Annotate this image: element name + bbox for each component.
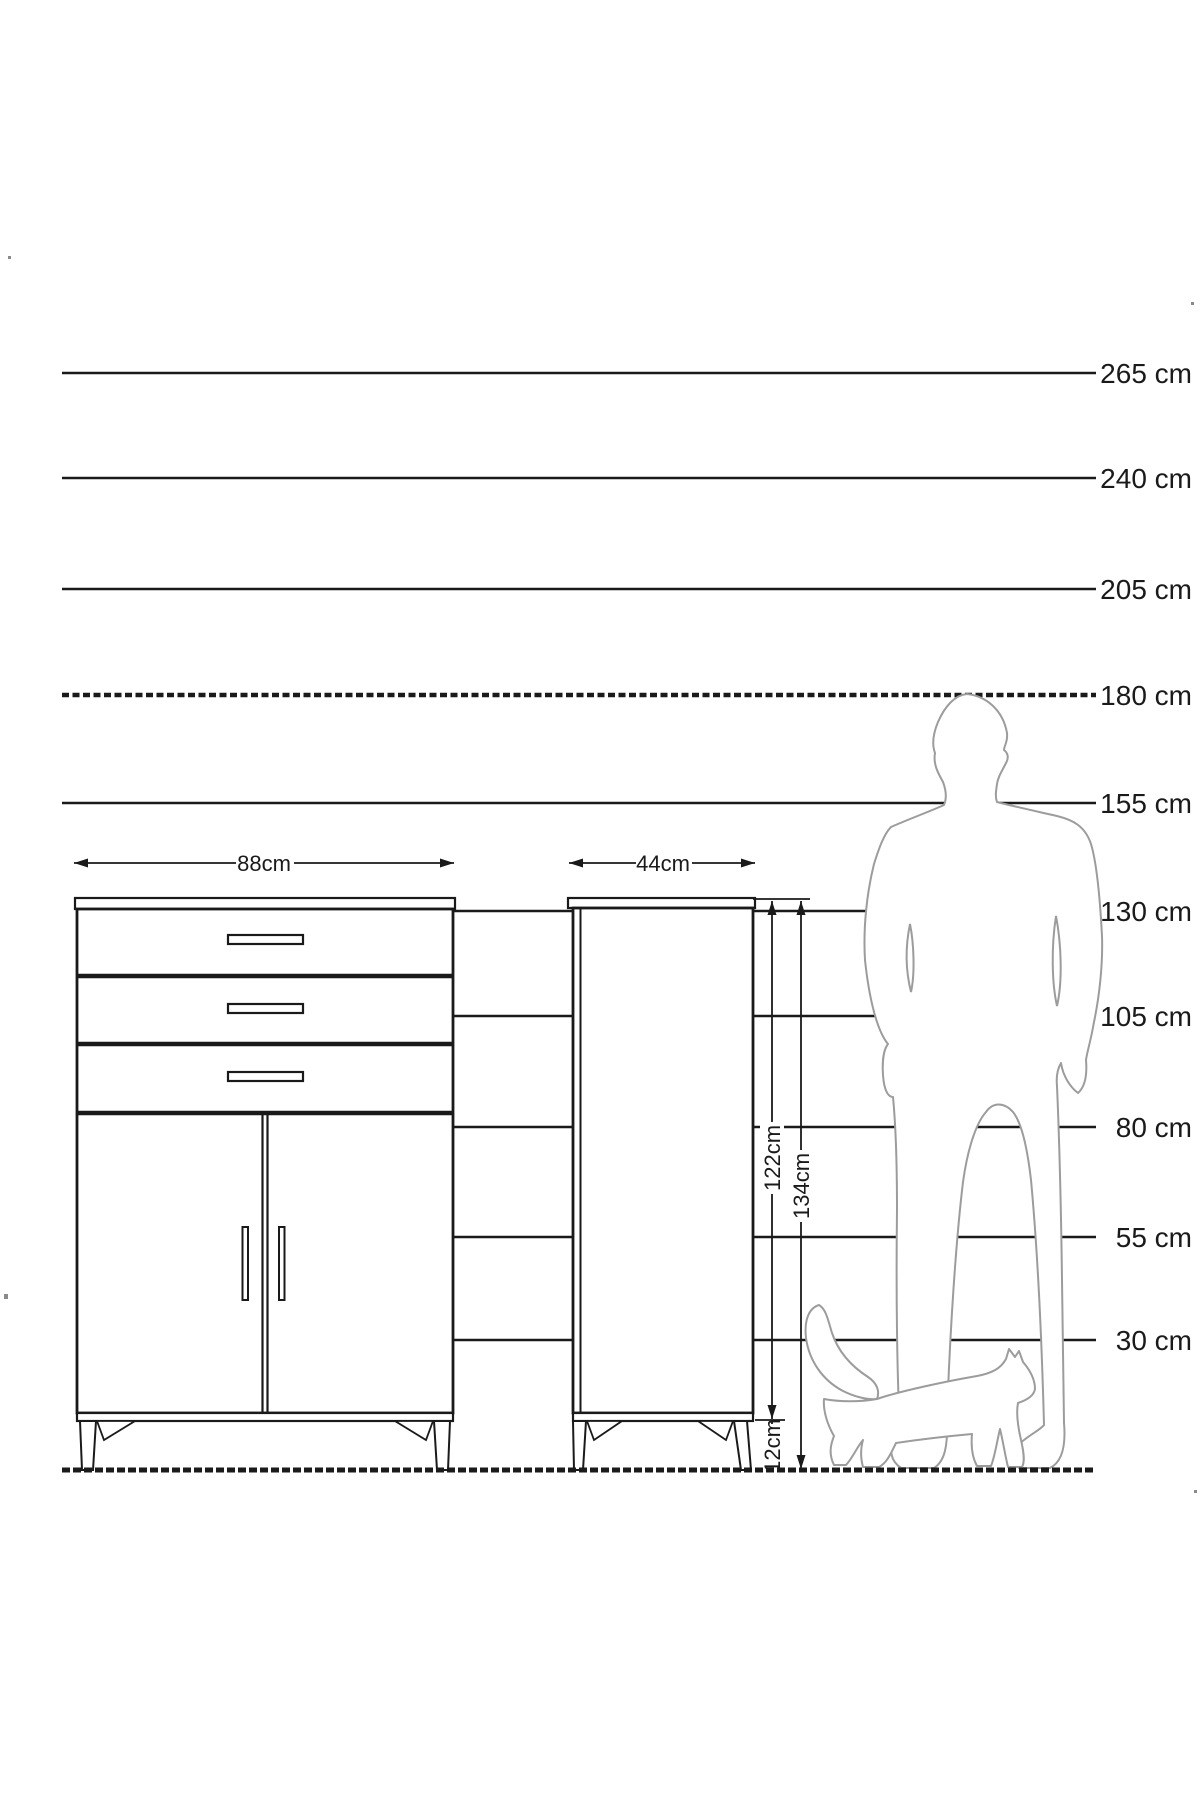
dimension-width-88	[74, 849, 454, 876]
total-height-label-group	[789, 1150, 814, 1222]
drawer-handle-1	[228, 935, 303, 944]
cabinet-side-bottom-board	[573, 1413, 753, 1421]
cabinet-side-leg-left	[573, 1421, 586, 1470]
arrowhead-up-icon	[768, 901, 777, 915]
cabinet-front-leg-right	[434, 1421, 450, 1470]
drawer-handle-2	[228, 1004, 303, 1013]
leg-height-label-group	[760, 1419, 785, 1473]
height-label-55: 55 cm	[1115, 1222, 1192, 1253]
speck	[1194, 1490, 1197, 1493]
cabinet-front-leg-left	[80, 1421, 96, 1470]
door-handle-left	[243, 1227, 249, 1300]
speck	[1191, 302, 1194, 305]
cabinet-side-leg-right-brace	[698, 1421, 733, 1440]
cabinet-side-body-height-label: 122cm	[760, 1124, 785, 1192]
height-label-180: 180 cm	[1100, 680, 1192, 711]
dimension-heights	[753, 899, 814, 1473]
height-label-155: 155 cm	[1100, 788, 1192, 819]
height-scale-labels	[1100, 358, 1192, 1356]
cabinet-front-view	[74, 849, 455, 1470]
cabinet-side-leg-right	[734, 1421, 751, 1470]
arrowhead-left-icon	[569, 859, 583, 868]
cabinet-front-width-label: 88cm	[237, 851, 291, 876]
arrowhead-down-icon	[797, 1455, 806, 1469]
cabinet-front-bottom-board	[77, 1413, 453, 1421]
man-silhouette	[864, 694, 1102, 1468]
cabinet-side-view	[568, 849, 814, 1473]
drawer-handle-3	[228, 1072, 303, 1081]
cabinet-side-width-label: 44cm	[636, 851, 690, 876]
height-label-30: 30 cm	[1115, 1325, 1192, 1356]
arrowhead-right-icon	[440, 859, 454, 868]
arrowhead-right-icon	[741, 859, 755, 868]
height-label-240: 240 cm	[1100, 463, 1192, 494]
height-label-130: 130 cm	[1100, 896, 1192, 927]
cat-tail	[806, 1305, 879, 1399]
door-handle-right	[279, 1227, 285, 1300]
speck	[8, 256, 11, 259]
height-label-105: 105 cm	[1100, 1001, 1192, 1032]
body-height-label-group	[760, 1122, 785, 1194]
arrowhead-up-icon	[797, 901, 806, 915]
cabinet-front-leg-left-brace	[97, 1421, 135, 1440]
height-label-265: 265 cm	[1100, 358, 1192, 389]
cabinet-side-body	[573, 908, 753, 1413]
cabinet-side-leg-height-label: 12cm	[760, 1419, 785, 1473]
man-outline	[864, 694, 1102, 1468]
cabinet-side-top-board	[568, 898, 755, 908]
arrowhead-down-icon	[768, 1405, 777, 1419]
cabinet-side-leg-left-brace	[587, 1421, 622, 1440]
height-label-80: 80 cm	[1115, 1112, 1192, 1143]
cabinet-front-leg-right-brace	[395, 1421, 433, 1440]
arrowhead-left-icon	[74, 859, 88, 868]
cabinet-side-total-height-label: 134cm	[789, 1152, 814, 1220]
cabinet-front-body	[77, 909, 453, 1413]
cabinet-front-top-board	[75, 898, 455, 909]
dimension-width-44	[569, 849, 755, 876]
height-label-205: 205 cm	[1100, 574, 1192, 605]
speck	[4, 1294, 8, 1299]
